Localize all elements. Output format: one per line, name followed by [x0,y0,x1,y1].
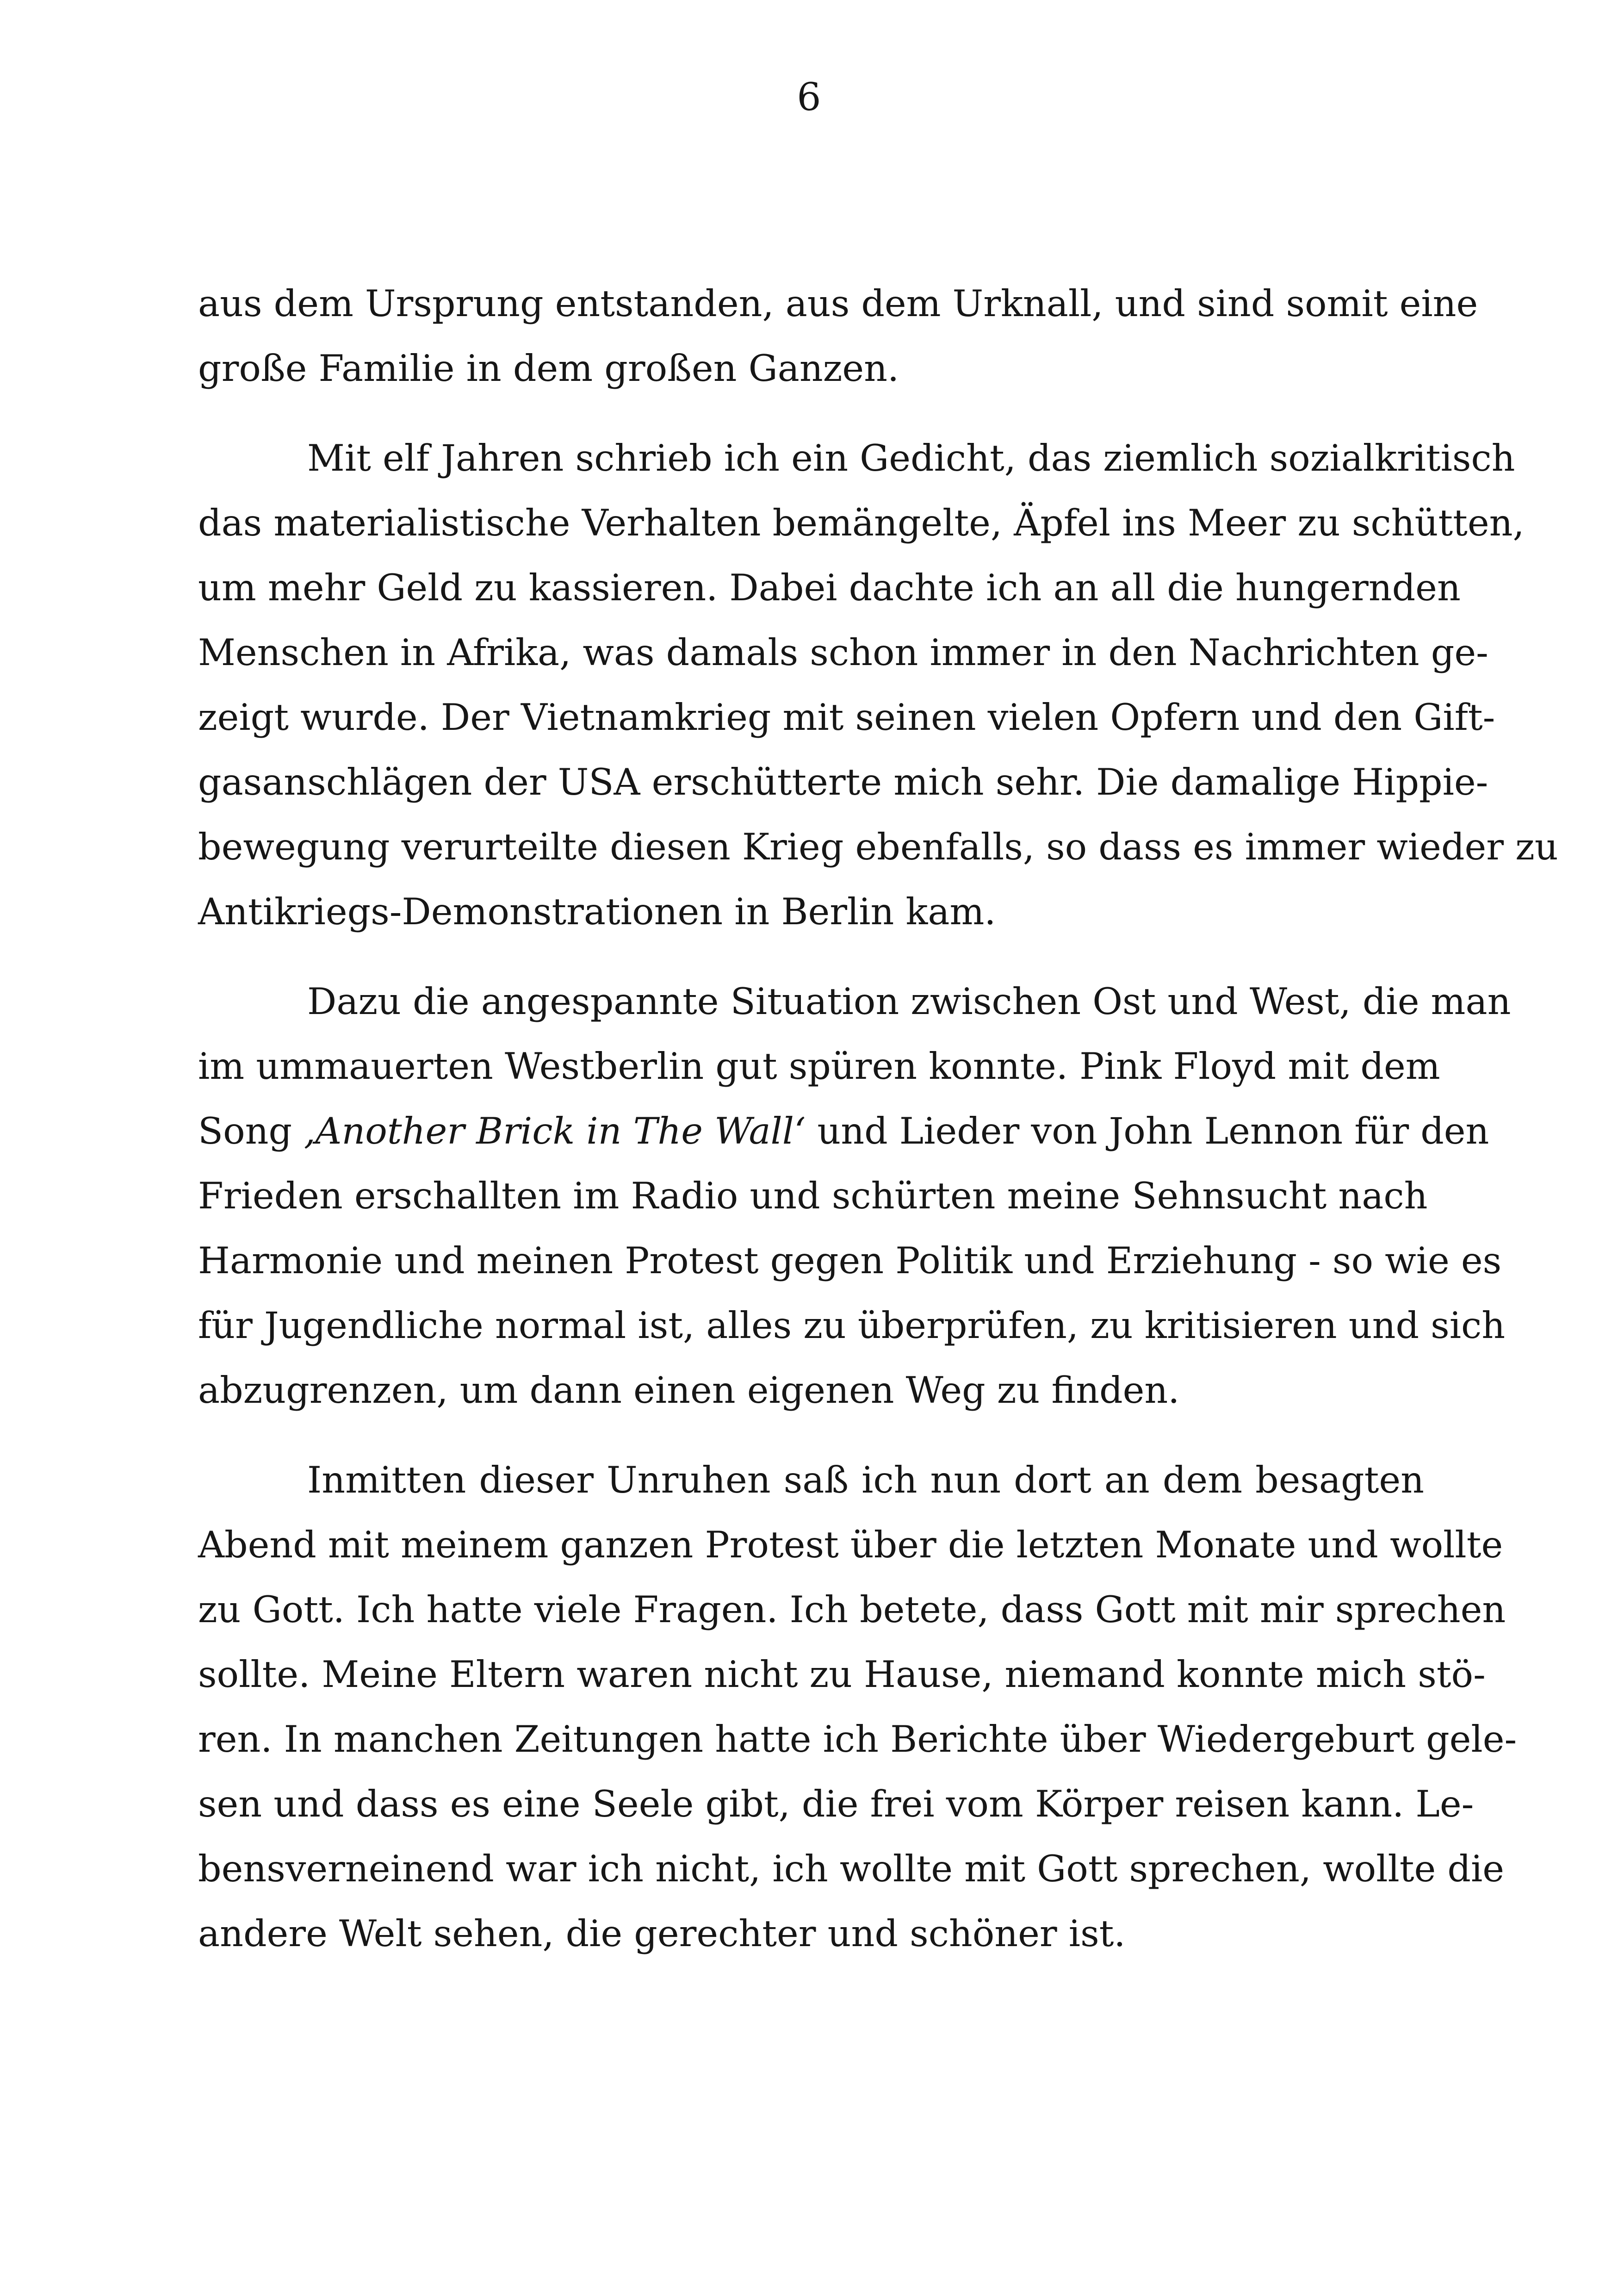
paragraph-3 [198,969,1511,1423]
page-number: 6 [797,75,821,119]
text-line: Harmonie und meinen Protest gegen Politik und Erziehung - so wie es [198,1239,1502,1282]
text-line: Antikriegs-Demonstrationen in Berlin kam. [198,890,996,933]
text-line: bewegung verurteilte diesen Krieg ebenfalls, so dass es immer wieder zu [198,826,1558,868]
text-line: abzugrenzen, um dann einen eigenen Weg zu finden. [198,1369,1180,1412]
text-line: Inmitten dieser Unruhen saß ich nun dort an dem besagten [307,1459,1424,1501]
text-line: gasanschlägen der USA erschütterte mich sehr. Die damalige Hippie- [198,761,1488,803]
song-line-before: Song [198,1110,304,1152]
text-line: zeigt wurde. Der Vietnamkrieg mit seinen vielen Opfern und den Gift- [198,696,1495,739]
text-line: aus dem Ursprung entstanden, aus dem Urknall, und sind somit eine [198,282,1478,325]
text-line: das materialistische Verhalten bemängelte, Äpfel ins Meer zu schütten, [198,502,1525,544]
song-title: ‚Another Brick in The Wall‘ [304,1110,806,1152]
paragraph-2 [198,426,1558,944]
paragraph-1 [198,271,1478,401]
text-line: bensverneinend war ich nicht, ich wollte mit Gott sprechen, wollte die [198,1848,1504,1890]
text-line: um mehr Geld zu kassieren. Dabei dachte ich an all die hungernden [198,566,1461,609]
text-line: Dazu die angespannte Situation zwischen Ost und West, die man [307,980,1511,1023]
body-text [198,271,1558,1966]
text-line-song [198,1099,1489,1164]
text-line: für Jugendliche normal ist, alles zu überprüfen, zu kritisieren und sich [198,1304,1506,1347]
text-line: zu Gott. Ich hatte viele Fragen. Ich betete, dass Gott mit mir sprechen [198,1588,1506,1631]
text-line: Mit elf Jahren schrieb ich ein Gedicht, das ziemlich sozialkritisch [307,437,1515,479]
text-line: andere Welt sehen, die gerechter und schöner ist. [198,1912,1126,1955]
song-line-after: und Lieder von John Lennon für den [806,1110,1489,1152]
text-line: Abend mit meinem ganzen Protest über die letzten Monate und wollte [198,1524,1503,1566]
text-line: sollte. Meine Eltern waren nicht zu Hause, niemand konnte mich stö- [198,1653,1486,1696]
text-line: große Familie in dem großen Ganzen. [198,347,899,390]
text-line: im ummauerten Westberlin gut spüren konnte. Pink Floyd mit dem [198,1045,1440,1088]
text-line: Menschen in Afrika, was damals schon immer in den Nachrichten ge- [198,631,1488,674]
text-line: sen und dass es eine Seele gibt, die frei vom Körper reisen kann. Le- [198,1783,1474,1825]
paragraph-4 [198,1448,1517,1966]
text-line: ren. In manchen Zeitungen hatte ich Berichte über Wiedergeburt gele- [198,1718,1517,1761]
text-line: Frieden erschallten im Radio und schürten meine Sehnsucht nach [198,1175,1428,1217]
